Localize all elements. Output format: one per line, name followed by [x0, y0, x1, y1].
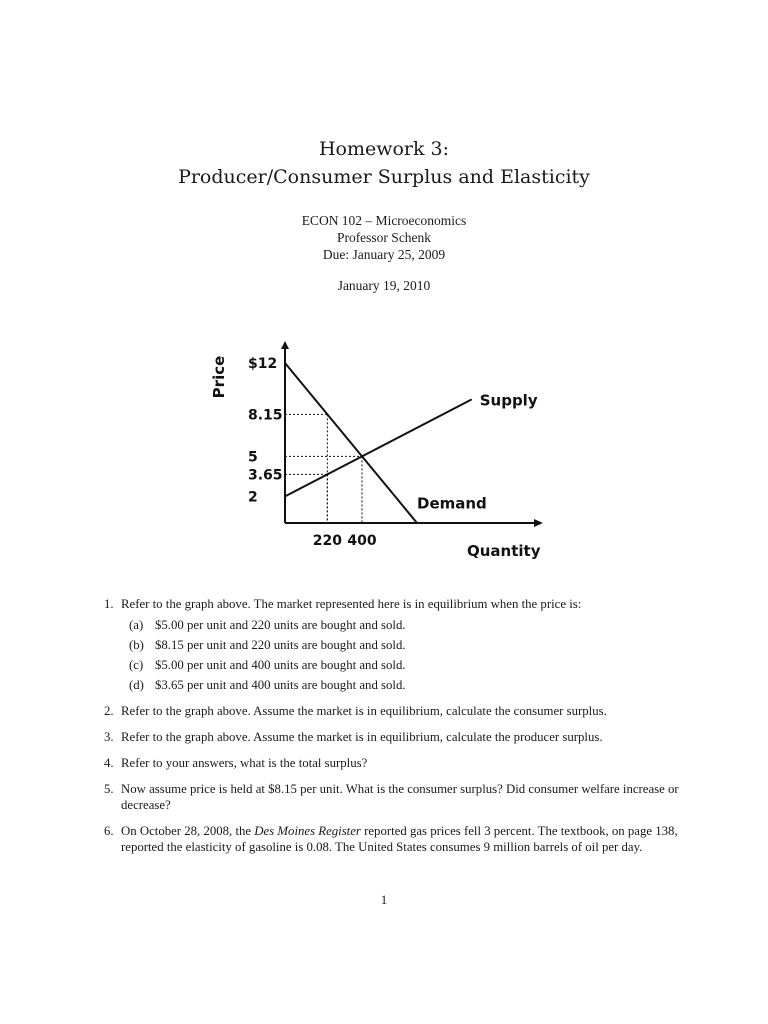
professor-name: Professor Schenk: [336, 230, 432, 245]
y-tick-label: 5: [248, 449, 258, 466]
supply-demand-chart: [200, 335, 570, 565]
demand-label: Demand: [417, 494, 487, 513]
supply-label: Supply: [479, 391, 538, 410]
question-3: [104, 729, 686, 745]
option-text: $8.15 per unit and 220 units are bought and sold.: [155, 638, 406, 652]
question-number: 1.: [104, 597, 114, 611]
x-tick-label: 400: [347, 533, 377, 549]
option-label: (d): [129, 678, 144, 692]
course-name: ECON 102 – Microeconomics: [301, 213, 467, 228]
question-1: [104, 596, 686, 693]
question-2: [104, 703, 686, 719]
question-number: 2.: [104, 704, 114, 718]
question-number: 6.: [104, 824, 114, 838]
y-tick-label: 8.15: [248, 407, 283, 424]
document-date: January 19, 2010: [337, 278, 431, 293]
y-tick-label: $12: [248, 356, 278, 372]
demand-line: [285, 363, 417, 523]
question-text: Now assume price is held at $8.15 per unit. What is the consumer surplus? Did consumer welfare increase or decrease?: [121, 782, 679, 812]
y-axis-arrow: [281, 341, 289, 349]
x-tick-label: 220: [312, 533, 342, 549]
option-text: $5.00 per unit and 220 units are bought and sold.: [155, 618, 406, 632]
question-4: [104, 755, 686, 771]
option-a: [129, 617, 686, 633]
option-text: $3.65 per unit and 400 units are bought and sold.: [155, 678, 406, 692]
title-line-1: Homework 3:: [318, 138, 450, 160]
question-list: [104, 596, 686, 865]
question-number: 3.: [104, 730, 114, 744]
x-axis-arrow: [534, 519, 543, 527]
y-tick-label: 2: [248, 489, 258, 506]
option-text: $5.00 per unit and 400 units are bought and sold.: [155, 658, 406, 672]
question-number: 4.: [104, 756, 114, 770]
page-number: 1: [380, 892, 388, 907]
y-axis-label: Price: [210, 355, 228, 399]
option-c: [129, 657, 686, 673]
option-b: [129, 637, 686, 653]
option-label: (b): [129, 638, 144, 652]
option-d: [129, 677, 686, 693]
question-text: Refer to the graph above. Assume the market is in equilibrium, calculate the consumer surplus.: [121, 704, 607, 718]
x-axis-label: Quantity: [467, 542, 541, 560]
question-text-end: reported gas prices fell 3 percent. The textbook, on page 138, reported the elasticity of gasoline is 0.08. The United States consumes 9 million barrels of oil per day.: [121, 824, 678, 854]
due-date: Due: January 25, 2009: [322, 247, 446, 262]
question-text-start: On October 28, 2008, the: [121, 824, 252, 838]
y-tick-label: 3.65: [248, 467, 283, 484]
question-5: [104, 781, 686, 813]
newspaper-name: Des Moines Register: [254, 824, 361, 838]
option-label: (c): [129, 658, 144, 672]
title-line-2: Producer/Consumer Surplus and Elasticity: [178, 166, 590, 188]
option-label: (a): [129, 618, 144, 632]
question-6: [104, 823, 686, 855]
answer-options: [121, 617, 686, 693]
question-number: 5.: [104, 782, 114, 796]
question-text: Refer to the graph above. The market represented here is in equilibrium when the price is:: [121, 597, 582, 611]
question-text: Refer to your answers, what is the total surplus?: [121, 756, 368, 770]
question-text: Refer to the graph above. Assume the market is in equilibrium, calculate the producer surplus.: [121, 730, 603, 744]
